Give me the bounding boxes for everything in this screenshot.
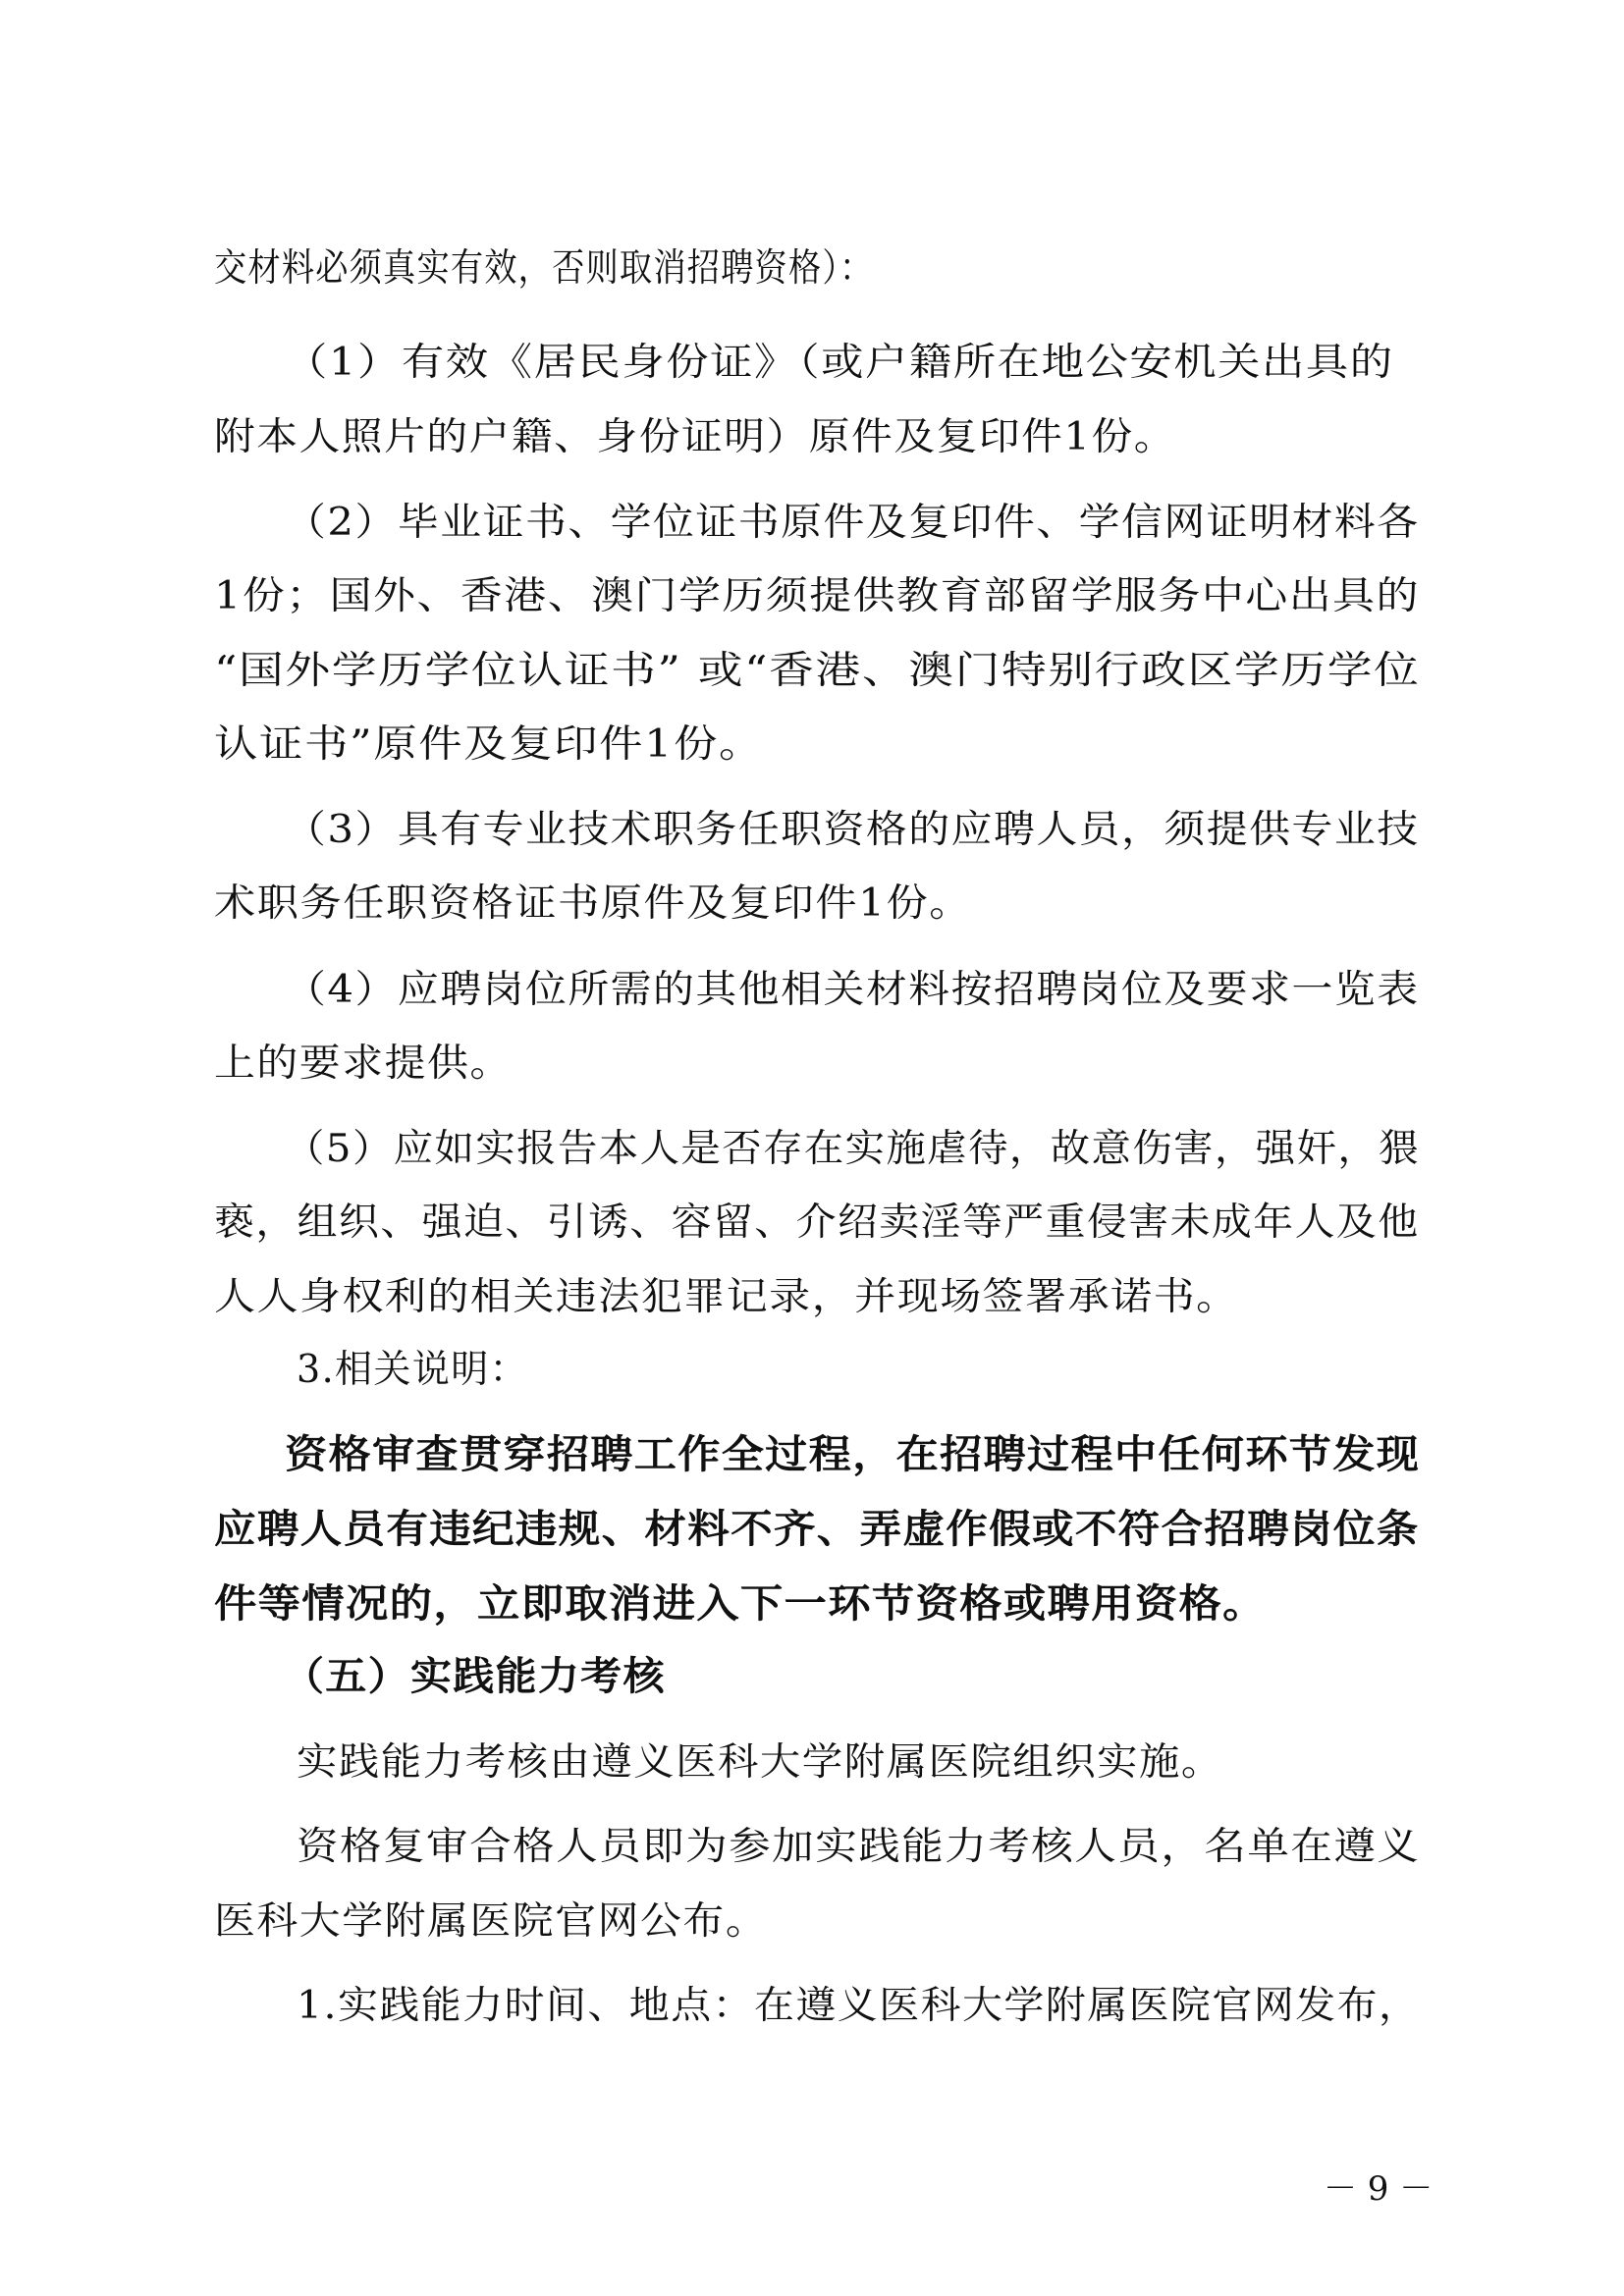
text-line: 亵，组织、强迫、引诱、容留、介绍卖淫等严重侵害未成年人及他 [214, 1201, 1420, 1245]
text-line: 术职务任职资格证书原件及复印件1份。 [214, 881, 973, 926]
section-heading: （五）实践能力考核 [283, 1654, 666, 1699]
text-line-bold: 件等情况的，立即取消进入下一环节资格或聘用资格。 [214, 1581, 1267, 1627]
text-line: 交材料必须真实有效，否则取消招聘资格）： [214, 246, 874, 291]
text-line: 3.相关说明： [297, 1348, 529, 1392]
text-line: 附本人照片的户籍、身份证明）原件及复印件1份。 [214, 415, 1177, 459]
text-line: （1）有效《居民身份证》（或户籍所在地公安机关出具的 [285, 341, 1394, 385]
text-line: 实践能力考核由遵义医科大学附属医院组织实施。 [297, 1740, 1223, 1785]
text-line: 医科大学附属医院官网公布。 [214, 1899, 769, 1944]
text-line: （5）应如实报告本人是否存在实施虐待，故意伤害，强奸，猥 [285, 1127, 1421, 1171]
text-line: 资格复审合格人员即为参加实践能力考核人员，名单在遵义 [297, 1825, 1421, 1869]
text-line-bold: 应聘人员有违纪违规、材料不齐、弄虚作假或不符合招聘岗位条 [214, 1507, 1420, 1552]
text-line-bold: 资格审查贯穿招聘工作全过程，在招聘过程中任何环节发现 [285, 1432, 1421, 1477]
text-line: （3）具有专业技术职务任职资格的应聘人员，须提供专业技 [285, 808, 1420, 852]
text-line: 1.实践能力时间、地点：在遵义医科大学附属医院官网发布， [297, 1984, 1421, 2028]
text-line: 认证书”原件及复印件1份。 [214, 722, 764, 767]
text-line: 上的要求提供。 [214, 1041, 513, 1086]
text-line: 1份；国外、香港、澳门学历须提供教育部留学服务中心出具的 [214, 574, 1421, 618]
text-line: “国外学历学位认证书” 或“香港、澳门特别行政区学历学位 [214, 649, 1421, 693]
text-line: （4）应聘岗位所需的其他相关材料按招聘岗位及要求一览表 [285, 968, 1420, 1012]
text-line: （2）毕业证书、学位证书原件及复印件、学信网证明材料各 [285, 501, 1420, 545]
text-line: 人人身权利的相关违法犯罪记录，并现场签署承诺书。 [214, 1275, 1239, 1319]
page-number: － 9 － [1324, 2169, 1434, 2209]
